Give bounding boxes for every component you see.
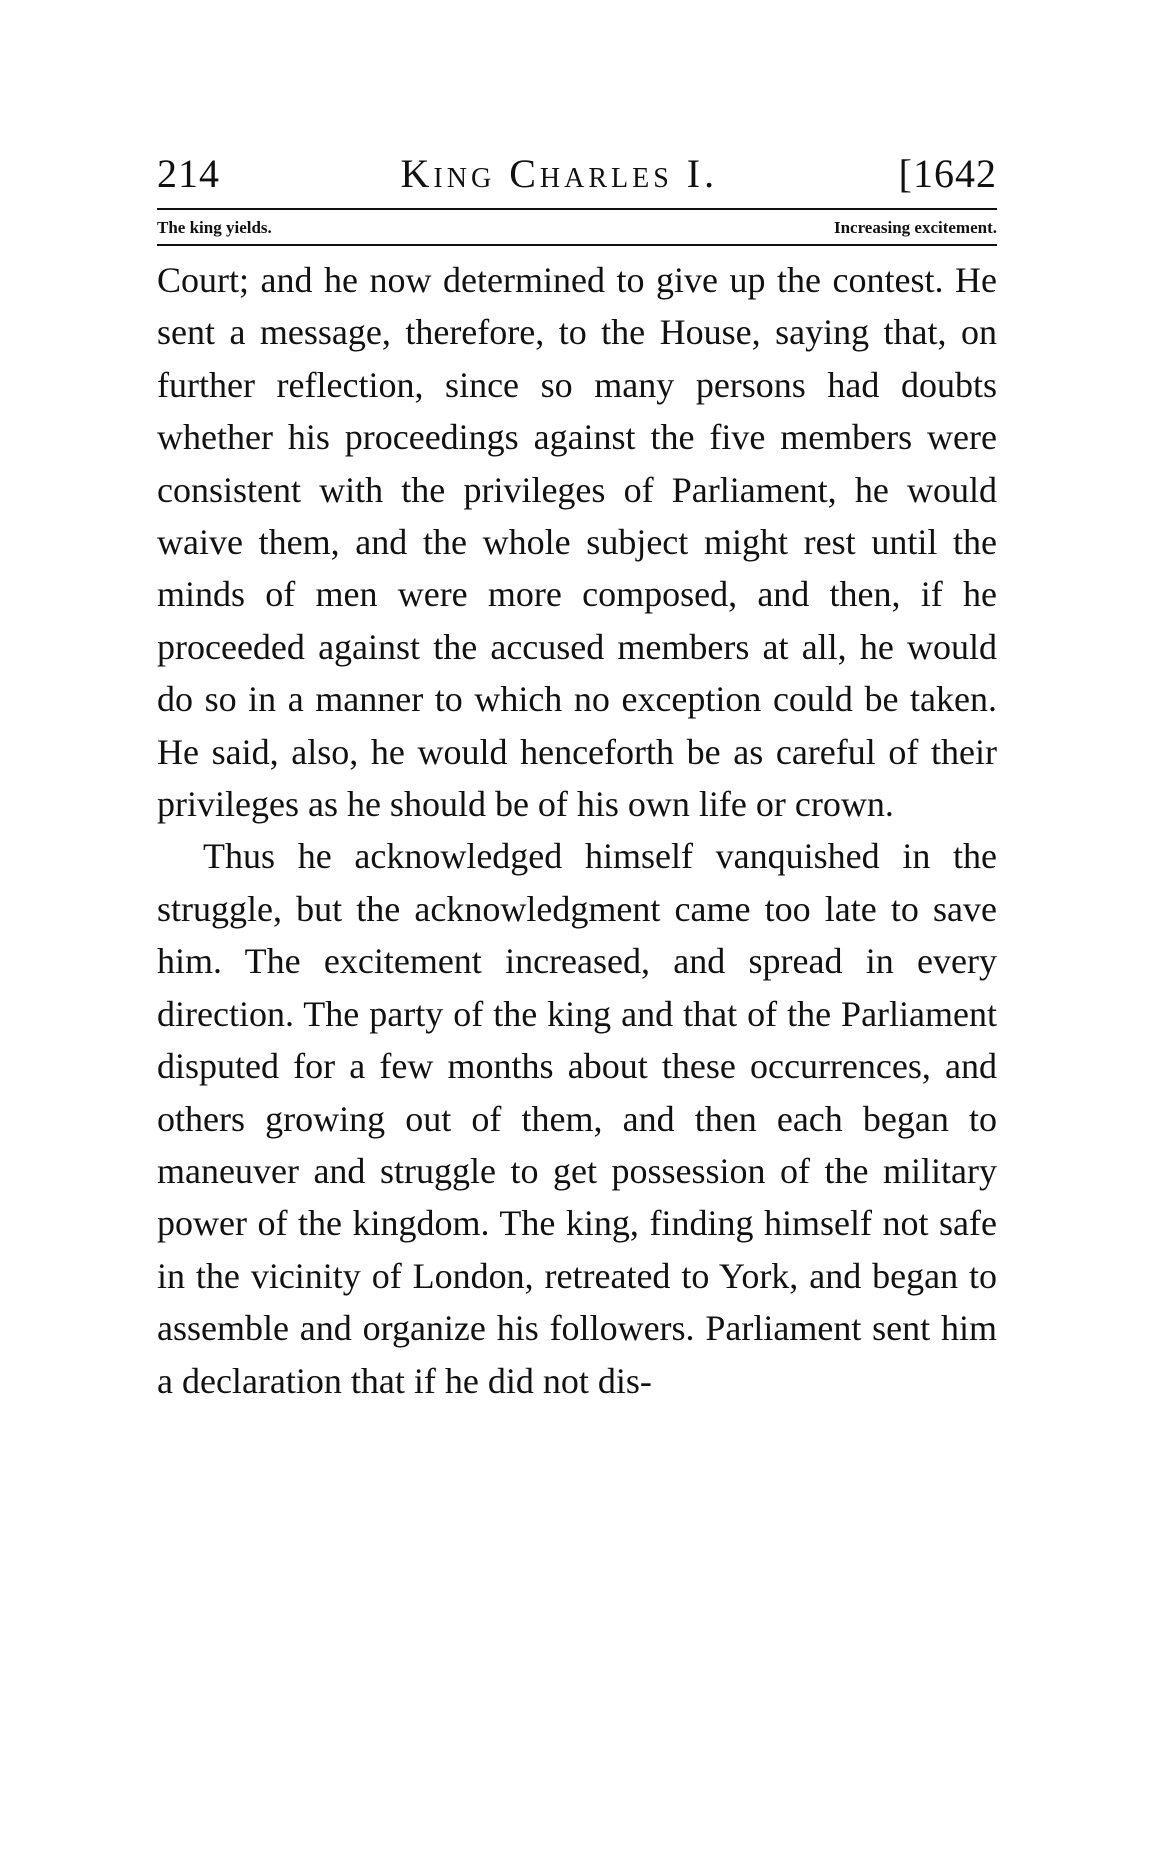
book-page [157,150,997,1407]
header-rule-bottom [157,244,997,246]
year-marker: [1642 [898,151,997,196]
paragraph: Court; and he now determined to give up the contest. He sent a message, therefore, to the House, saying that, on further reflection, since so many persons had doubts whether his proceedings against the five members were consistent with the privileges of Parliament, he would waive them, and the whole subject might rest until the minds of men were more composed, and then, if he proceeded against the accused members at all, he would do so in a manner to which no exception could be taken. He said, also, he would henceforth be as careful of their privileges as he should be of his own life or crown. [157,260,997,825]
running-head [157,150,997,208]
body-text [157,254,997,1407]
paragraph: Thus he acknowledged himself vanquished in the struggle, but the acknowledgment came too late to save him. The excitement increased, and spread in every direction. The party of the king and that of the Parliament disputed for a few months about these occurrences, and others growing out of them, and then each began to maneuver and struggle to get possession of the military power of the kingdom. The king, finding himself not safe in the vicinity of London, retreated to York, and began to assemble and organize his followers. Parliament sent him a declaration that if he did not dis- [157,836,997,1401]
marginal-notes [157,210,997,244]
sidenote-right: Increasing excitement. [833,218,997,237]
sidenote-left: The king yields. [157,218,272,237]
running-title: King Charles I. [400,151,719,196]
page-number: 214 [157,151,220,196]
